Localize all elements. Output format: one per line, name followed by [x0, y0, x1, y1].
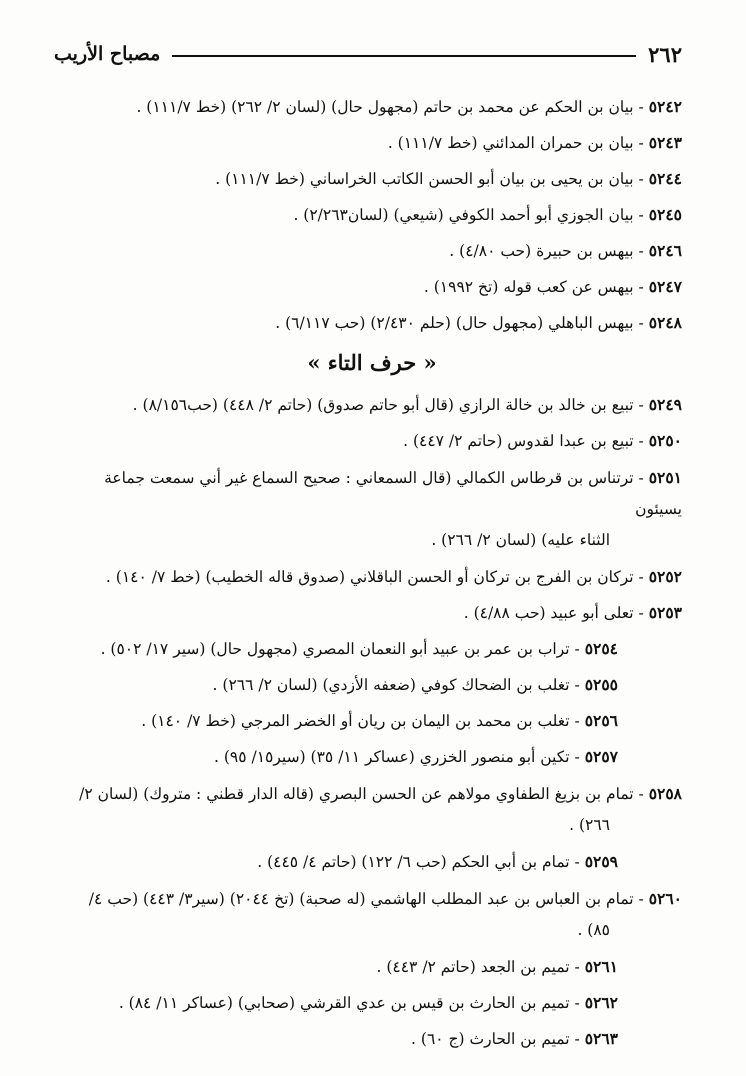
entry-item: ٥٢٦٢ - تميم بن الحارث بن قيس بن عدي القرشي (صحابي) (عساكر ١١/ ٨٤) .	[118, 993, 618, 1012]
entry-text: بيان بن الحكم عن محمد بن حاتم (مجهول حال) (لسان ٢/ ٢٦٢) (خط ١١١/٧) .	[136, 98, 634, 116]
entry-text: تميم بن الجعد (حاتم ٢/ ٤٤٣) .	[376, 958, 570, 976]
entry-item: ٥٢٤٦ - بيهس بن حبيرة (حب ٤/٨٠) .	[449, 241, 682, 260]
entry-number: ٥٢٦١	[584, 957, 618, 976]
entry-item: ٥٢٥٥ - تغلب بن الضحاك كوفي (ضعفه الأزدي) (لسان ٢/ ٢٦٦) .	[212, 675, 618, 694]
entry-number: ٥٢٥٠	[648, 431, 682, 450]
entry-item: ٥٢٤٢ - بيان بن الحكم عن محمد بن حاتم (مجهول حال) (لسان ٢/ ٢٦٢) (خط ١١١/٧) .	[136, 97, 682, 116]
entry-number: ٥٢٤٧	[648, 277, 682, 296]
entry-text: تميم بن الحارث (ج ٦٠) .	[411, 1030, 570, 1048]
entry-number: ٥٢٤٩	[648, 395, 682, 414]
entry-item: ٥٢٥٤ - تراب بن عمر بن عبيد أبو النعمان المصري (مجهول حال) (سير ١٧/ ٥٠٢) .	[100, 639, 618, 658]
section-heading: « حرف التاء »	[307, 350, 437, 375]
entry-item: ٥٢٤٣ - بيان بن حمران المدائني (خط ١١١/٧) .	[387, 133, 682, 152]
entry-number: ٥٢٤٥	[648, 205, 682, 224]
entry-number: ٥٢٤٨	[648, 313, 682, 332]
entry-item: ٥٢٥١ - ترتناس بن قرطاس الكمالي (قال السمعاني : صحيح السماع غير أني سمعت جماعة يسيئون الثناء عليه) (لسان ٢/ ٢٦٦) .	[62, 462, 682, 556]
entry-item: ٥٢٥٧ - تكين أبو منصور الخزري (عساكر ١١/ ٣٥) (سير١٥/ ٩٥) .	[213, 747, 618, 766]
page-number: ٢٦٢	[648, 41, 682, 67]
entry-item: ٥٢٥٢ - تركان بن الفرج بن تركان أو الحسن الباقلاني (صدوق قاله الخطيب) (خط ٧/ ١٤٠) .	[105, 567, 682, 586]
entry-number: ٥٢٤٤	[648, 169, 682, 188]
entries-before-section	[62, 92, 682, 338]
entry-text: تبيع بن خالد بن خالة الرازي (قال أبو حاتم صدوق) (حاتم ٢/ ٤٤٨) (حب٨/١٥٦) .	[132, 396, 634, 414]
entry-number: ٥٢٤٣	[648, 133, 682, 152]
entry-text: تغلب بن محمد بن اليمان بن ريان أو الخضر المرجي (خط ٧/ ١٤٠) .	[141, 712, 570, 730]
entry-text: تمام بن بزيغ الطفاوي مولاهم عن الحسن البصري (قاله الدار قطني : متروك) (لسان ٢/	[79, 785, 634, 803]
entry-number: ٥٢٦٠	[648, 889, 682, 908]
entry-text: تميم بن الحارث بن قيس بن عدي القرشي (صحابي) (عساكر ١١/ ٨٤) .	[118, 994, 570, 1012]
entry-text: بيان بن حمران المدائني (خط ١١١/٧) .	[387, 134, 634, 152]
entry-text: بيان الجوزي أبو أحمد الكوفي (شيعي) (لسان٢/٢٦٣) .	[293, 206, 634, 224]
entry-item: ٥٢٥٨ - تمام بن بزيغ الطفاوي مولاهم عن الحسن البصري (قاله الدار قطني : متروك) (لسان ٢/ ٢٦٦) .	[62, 778, 682, 841]
entry-number: ٥٢٥٥	[584, 675, 618, 694]
entry-item: ٥٢٦١ - تميم بن الجعد (حاتم ٢/ ٤٤٣) .	[376, 957, 618, 976]
entry-text: تمام بن العباس بن عبد المطلب الهاشمي (له صحبة) (تخ ٢٠٤٤) (سير٣/ ٤٤٣) (حب ٤/	[88, 890, 634, 908]
entry-text: بيهس بن حبيرة (حب ٤/٨٠) .	[449, 242, 634, 260]
entry-number: ٥٢٥٨	[648, 784, 682, 803]
entry-item: ٥٢٥٣ - تعلى أبو عبيد (حب ٤/٨٨) .	[463, 603, 682, 622]
entry-item: ٥٢٤٧ - بيهس عن كعب قوله (تخ ١٩٩٢) .	[423, 277, 682, 296]
entry-continuation: ٨٥) .	[577, 921, 610, 939]
entry-text: تعلى أبو عبيد (حب ٤/٨٨) .	[463, 604, 634, 622]
entry-number: ٥٢٦٢	[584, 993, 618, 1012]
entry-item: ٥٢٤٤ - بيان بن يحيى بن بيان أبو الحسن الكاتب الخراساني (خط ١١١/٧) .	[215, 169, 682, 188]
entry-text: تغلب بن الضحاك كوفي (ضعفه الأزدي) (لسان ٢/ ٢٦٦) .	[212, 676, 570, 694]
entry-number: ٥٢٦٣	[584, 1029, 618, 1048]
book-title: مصباح الأريب	[54, 43, 161, 65]
entry-item: ٥٢٥٦ - تغلب بن محمد بن اليمان بن ريان أو الخضر المرجي (خط ٧/ ١٤٠) .	[141, 711, 618, 730]
entry-continuation: الثناء عليه) (لسان ٢/ ٢٦٦) .	[431, 531, 610, 549]
entry-text: تكين أبو منصور الخزري (عساكر ١١/ ٣٥) (سير١٥/ ٩٥) .	[213, 748, 570, 766]
entry-item: ٥٢٦٠ - تمام بن العباس بن عبد المطلب الهاشمي (له صحبة) (تخ ٢٠٤٤) (سير٣/ ٤٤٣) (حب ٤/ ٨٥) .	[62, 883, 682, 946]
entry-number: ٥٢٤٢	[648, 97, 682, 116]
entry-item: ٥٢٥٠ - تبيع بن عبدا لقدوس (حاتم ٢/ ٤٤٧) .	[403, 431, 682, 450]
entry-number: ٥٢٥٤	[584, 639, 618, 658]
page-header	[54, 38, 682, 70]
entry-number: ٥٢٥٧	[584, 747, 618, 766]
entry-text: بيهس الباهلي (مجهول حال) (حلم ٢/٤٣٠) (حب ٦/١١٧) .	[275, 314, 634, 332]
entry-item: ٥٢٥٩ - تمام بن أبي الحكم (حب ٦/ ١٢٢) (حاتم ٤/ ٤٤٥) .	[257, 852, 618, 871]
entry-number: ٥٢٥٦	[584, 711, 618, 730]
entry-continuation: ٢٦٦) .	[569, 816, 610, 834]
entry-text: تراب بن عمر بن عبيد أبو النعمان المصري (مجهول حال) (سير ١٧/ ٥٠٢) .	[100, 640, 570, 658]
entry-number: ٥٢٥١	[648, 468, 682, 487]
entry-text: ترتناس بن قرطاس الكمالي (قال السمعاني : صحيح السماع غير أني سمعت جماعة يسيئون	[104, 469, 682, 518]
entry-text: بيهس عن كعب قوله (تخ ١٩٩٢) .	[423, 278, 634, 296]
entry-item: ٥٢٤٩ - تبيع بن خالد بن خالة الرازي (قال أبو حاتم صدوق) (حاتم ٢/ ٤٤٨) (حب٨/١٥٦) .	[132, 395, 682, 414]
entries-after-section	[62, 390, 682, 1054]
entries-list	[62, 92, 682, 1060]
entry-text: بيان بن يحيى بن بيان أبو الحسن الكاتب الخراساني (خط ١١١/٧) .	[215, 170, 634, 188]
entry-item: ٥٢٤٨ - بيهس الباهلي (مجهول حال) (حلم ٢/٤٣٠) (حب ٦/١١٧) .	[275, 313, 682, 332]
entry-text: تبيع بن عبدا لقدوس (حاتم ٢/ ٤٤٧) .	[403, 432, 634, 450]
entry-number: ٥٢٤٦	[648, 241, 682, 260]
entry-text: تمام بن أبي الحكم (حب ٦/ ١٢٢) (حاتم ٤/ ٤٤٥) .	[257, 853, 570, 871]
entry-number: ٥٢٥٢	[648, 567, 682, 586]
entry-item: ٥٢٤٥ - بيان الجوزي أبو أحمد الكوفي (شيعي) (لسان٢/٢٦٣) .	[293, 205, 682, 224]
entry-number: ٥٢٥٣	[648, 603, 682, 622]
entry-item: ٥٢٦٣ - تميم بن الحارث (ج ٦٠) .	[411, 1029, 618, 1048]
entry-text: تركان بن الفرج بن تركان أو الحسن الباقلاني (صدوق قاله الخطيب) (خط ٧/ ١٤٠) .	[105, 568, 634, 586]
entry-number: ٥٢٥٩	[584, 852, 618, 871]
header-rule	[172, 55, 636, 57]
